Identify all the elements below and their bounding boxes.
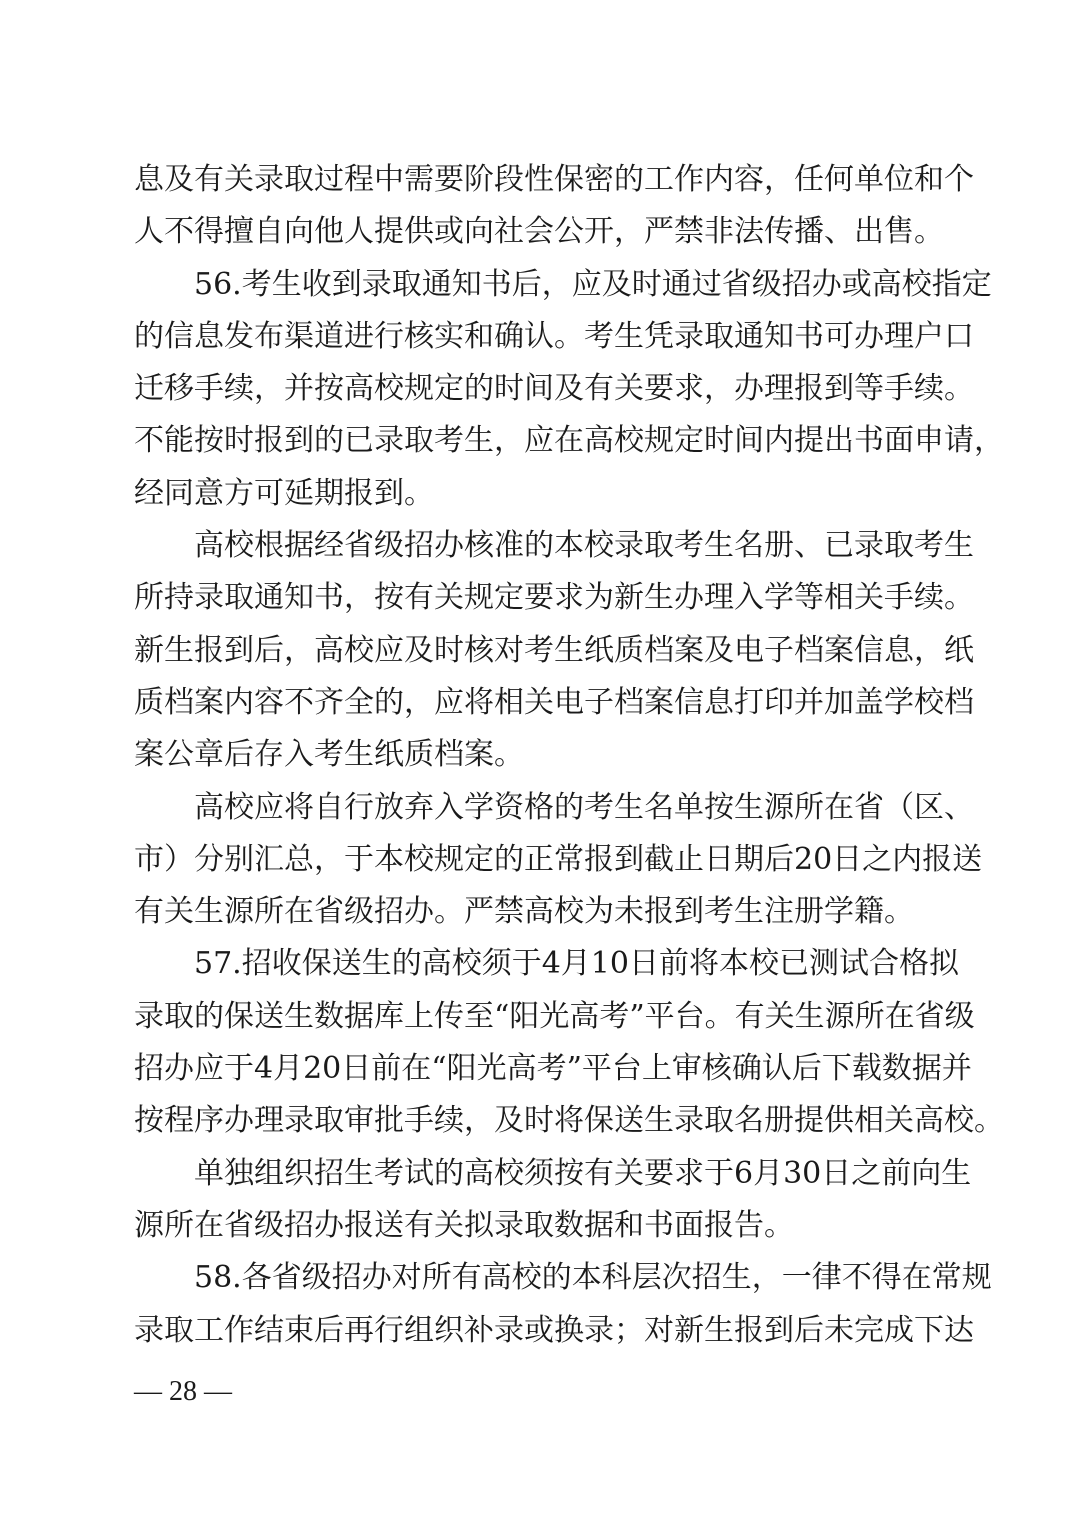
text-line: 质档案内容不齐全的，应将相关电子档案信息打印并加盖学校档 xyxy=(134,684,974,720)
text-line: 案公章后存入考生纸质档案。 xyxy=(134,737,524,773)
text-line: 经同意方可延期报到。 xyxy=(134,475,434,511)
text-line: 市）分别汇总，于本校规定的正常报到截止日期后20日之内报送 xyxy=(134,841,983,877)
text-line: 57.招收保送生的高校须于4月10日前将本校已测试合格拟 xyxy=(194,946,959,982)
text-line: 56.考生收到录取通知书后，应及时通过省级招办或高校指定 xyxy=(194,266,992,302)
text-line: 招办应于4月20日前在“阳光高考”平台上审核确认后下载数据并 xyxy=(134,1051,972,1087)
text-line: 迁移手续，并按高校规定的时间及有关要求，办理报到等手续。 xyxy=(134,371,974,407)
text-line: 58.各省级招办对所有高校的本科层次招生，一律不得在常规 xyxy=(194,1260,992,1296)
text-line: 的信息发布渠道进行核实和确认。考生凭录取通知书可办理户口 xyxy=(134,318,974,354)
text-line: 所持录取通知书，按有关规定要求为新生办理入学等相关手续。 xyxy=(134,580,974,616)
document-body xyxy=(134,154,1004,1357)
text-line: 录取工作结束后再行组织补录或换录；对新生报到后未完成下达 xyxy=(134,1312,974,1348)
text-line: 单独组织招生考试的高校须按有关要求于6月30日之前向生 xyxy=(194,1155,972,1191)
text-line: 新生报到后，高校应及时核对考生纸质档案及电子档案信息，纸 xyxy=(134,632,974,668)
text-line: 源所在省级招办报送有关拟录取数据和书面报告。 xyxy=(134,1207,794,1243)
page-number: — 28 — xyxy=(134,1376,232,1407)
text-line: 有关生源所在省级招办。严禁高校为未报到考生注册学籍。 xyxy=(134,894,914,930)
text-line: 按程序办理录取审批手续，及时将保送生录取名册提供相关高校。 xyxy=(134,1103,1004,1139)
text-line: 高校根据经省级招办核准的本校录取考生名册、已录取考生 xyxy=(194,528,974,564)
text-line: 不能按时报到的已录取考生，应在高校规定时间内提出书面申请， xyxy=(134,423,1004,459)
text-line: 息及有关录取过程中需要阶段性保密的工作内容，任何单位和个 xyxy=(134,162,974,197)
text-line: 人不得擅自向他人提供或向社会公开，严禁非法传播、出售。 xyxy=(134,214,944,250)
text-line: 高校应将自行放弃入学资格的考生名单按生源所在省（区、 xyxy=(194,789,974,825)
text-line: 录取的保送生数据库上传至“阳光高考”平台。有关生源所在省级 xyxy=(134,998,975,1034)
